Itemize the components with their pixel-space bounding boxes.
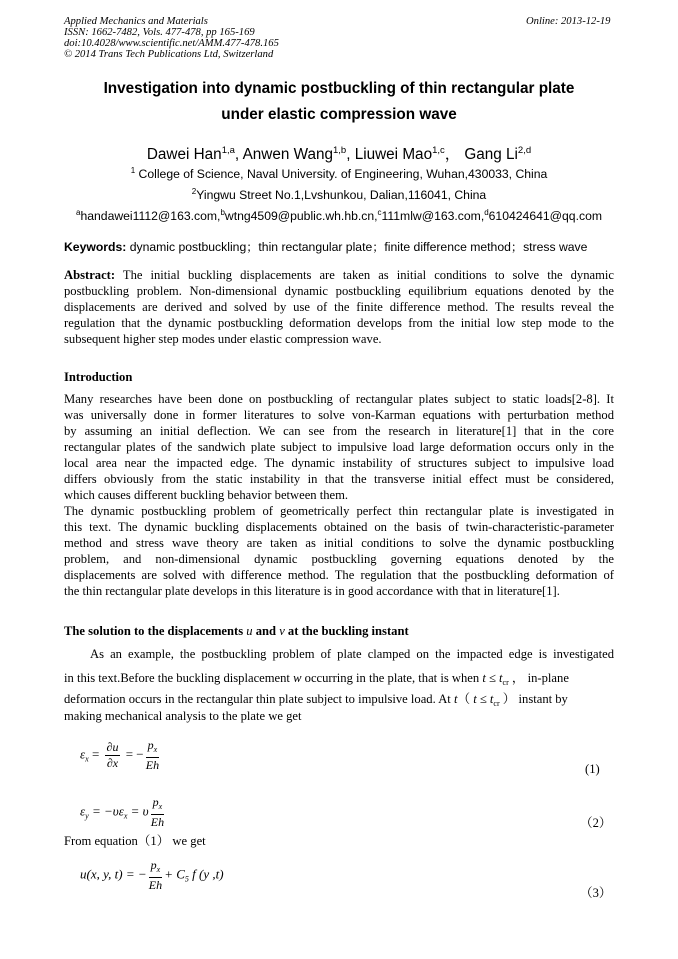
eq-symbol: ε bbox=[80, 803, 86, 819]
intro-line: this text. The dynamic buckling displacements obtained on the basis of twin-characteristic-parameter bbox=[64, 520, 614, 534]
paper-title-line-1: Investigation into dynamic postbuckling of thin rectangular plate bbox=[103, 80, 575, 97]
author-emails bbox=[0, 209, 678, 223]
email-mark: d bbox=[484, 208, 489, 217]
keywords bbox=[64, 238, 587, 255]
numerator: ∂u bbox=[106, 740, 119, 754]
subscript: cr bbox=[502, 678, 509, 687]
email-link[interactable]: handawei1112@163.com, bbox=[80, 209, 221, 223]
eq-subscript: x bbox=[123, 811, 128, 821]
online-date: Online: 2013-12-19 bbox=[526, 16, 611, 27]
denominator: ∂x bbox=[106, 756, 119, 770]
solution-line: making mechanical analysis to the plate we get bbox=[64, 709, 302, 723]
abstract-line: displacements are derived and solved by use of the finite difference method. The results reveal the bbox=[64, 300, 614, 314]
text-run: in this text.Before the buckling displacement bbox=[64, 671, 294, 685]
intro-line: The dynamic postbuckling problem of geometrically perfect thin rectangular plate is investigated in bbox=[64, 504, 614, 518]
affiliation-1 bbox=[0, 167, 678, 181]
symbol-t: t bbox=[453, 692, 458, 706]
affiliation-mark: 2 bbox=[191, 187, 197, 196]
affiliation-2 bbox=[0, 188, 678, 202]
text-run: occurring in the plate, that is when bbox=[301, 671, 483, 685]
eq-symbol: ε bbox=[80, 746, 86, 762]
equation-number-2: （2） bbox=[580, 816, 612, 830]
eq-subscript: x bbox=[158, 802, 163, 811]
eq-term: f (y ,t) bbox=[188, 866, 224, 882]
intro-line: method and stress wave theory are taken as initial conditions to solve the dynamic postbuckling bbox=[64, 536, 614, 550]
eq-subscript: x bbox=[85, 754, 89, 764]
intro-line: was universally done in former literatures to solve von-Karman equations with perturbation method bbox=[64, 408, 614, 422]
symbol-w: w bbox=[293, 671, 302, 685]
subscript: cr bbox=[493, 699, 500, 708]
eq-subscript: x bbox=[156, 865, 161, 874]
solution-line: As an example, the postbuckling problem of plate clamped on the impacted edge is investigated bbox=[90, 647, 614, 661]
eq-subscript: x bbox=[153, 745, 158, 754]
from-equation-text: From equation（1） we get bbox=[64, 834, 206, 848]
doi-line[interactable]: doi:10.4028/www.scientific.net/AMM.477-478.165 bbox=[64, 38, 279, 49]
email-mark: c bbox=[377, 208, 382, 217]
issn-line: ISSN: 1662-7482, Vols. 477-478, pp 165-169 bbox=[64, 27, 255, 38]
intro-line: Many researches have been done on postbuckling of rectangular plates subject to static loads[2-8]. It bbox=[64, 392, 614, 406]
condition: t ≤ t bbox=[482, 671, 503, 685]
solution-heading bbox=[64, 624, 409, 639]
numerator bbox=[151, 795, 165, 815]
keywords-text: dynamic postbuckling；thin rectangular plate；finite difference method；stress wave bbox=[126, 240, 588, 254]
equation-2 bbox=[80, 795, 166, 830]
symbol-v: v bbox=[279, 624, 285, 638]
abstract-line: regulation that the dynamic postbuckling deformation develops from the initial low step mode to the bbox=[64, 316, 614, 330]
eq-operator: = bbox=[88, 746, 103, 762]
intro-line: differs obviously from the static instability in that the transverse initial effect must be considered, bbox=[64, 472, 614, 486]
numerator-symbol: p bbox=[152, 795, 159, 809]
introduction-heading: Introduction bbox=[64, 370, 133, 384]
author-separator: , bbox=[234, 146, 243, 163]
eq-term: = −υε bbox=[88, 803, 124, 819]
numerator-symbol: p bbox=[147, 738, 154, 752]
intro-line: problem, and non-dimensional dynamic postbuckling governing equations denoted by the bbox=[64, 552, 614, 566]
affiliation-text: College of Science, Naval University. of Engineering, Wuhan,430033, China bbox=[138, 167, 548, 181]
paper-title-line-2: under elastic compression wave bbox=[221, 106, 457, 123]
email-link[interactable]: 610424641@qq.com bbox=[488, 209, 602, 223]
fraction bbox=[146, 738, 160, 773]
denominator: Eh bbox=[145, 758, 160, 772]
solution-line bbox=[64, 688, 568, 708]
email-mark: b bbox=[220, 208, 225, 217]
author-affiliation-mark: 1,a bbox=[221, 145, 235, 156]
symbol-u: u bbox=[246, 624, 253, 638]
abstract-text: The initial buckling displacements are taken as initial conditions to solve the dynamic bbox=[115, 268, 614, 282]
fraction bbox=[105, 740, 121, 771]
eq-subscript: 5 bbox=[184, 874, 189, 884]
email-link[interactable]: wtng4509@public.wh.hb.cn, bbox=[224, 209, 378, 223]
heading-text: and bbox=[252, 624, 280, 638]
fraction bbox=[151, 795, 165, 830]
email-mark: a bbox=[76, 208, 81, 217]
author-name: Gang Li bbox=[464, 146, 518, 163]
numerator bbox=[149, 858, 163, 878]
affiliation-mark: 1 bbox=[130, 166, 136, 175]
intro-line: which causes different buckling behavior between them. bbox=[64, 488, 349, 502]
fraction bbox=[149, 858, 163, 893]
numerator bbox=[146, 738, 160, 758]
numerator-symbol: p bbox=[150, 858, 157, 872]
intro-line: the thin rectangular plate develops in this literature is in good accordance with that in literature[1]. bbox=[64, 584, 560, 598]
eq-operator: = − bbox=[122, 746, 144, 762]
eq-term: + C bbox=[164, 866, 185, 882]
equation-number-3: （3） bbox=[580, 886, 612, 900]
author-name: Anwen Wang bbox=[242, 146, 333, 163]
text-run: （ bbox=[457, 692, 474, 706]
text-run: ） instant by bbox=[499, 692, 568, 706]
heading-text: at the buckling instant bbox=[284, 624, 409, 638]
author-affiliation-mark: 1,c bbox=[432, 145, 445, 156]
affiliation-text: Yingwu Street No.1,Lvshunkou, Dalian,116041, China bbox=[196, 188, 487, 202]
keywords-label: Keywords: bbox=[64, 240, 127, 254]
equation-3 bbox=[80, 858, 224, 893]
text-run: deformation occurs in the rectangular thin plate subject to impulsive load. At bbox=[64, 692, 454, 706]
author-affiliation-mark: 2,d bbox=[517, 145, 532, 156]
author-list bbox=[0, 142, 678, 164]
text-run: ， in-plane bbox=[508, 671, 569, 685]
author-name: Liuwei Mao bbox=[354, 146, 433, 163]
copyright-line: © 2014 Trans Tech Publications Ltd, Switzerland bbox=[64, 49, 274, 60]
intro-line: rectangular plates of the sandwich plate subject to impulsive load large deformation occurs only in the bbox=[64, 440, 614, 454]
author-separator: , bbox=[346, 146, 355, 163]
abstract-line bbox=[64, 268, 614, 283]
abstract-line: subsequent higher step modes under elastic compression wave. bbox=[64, 332, 382, 346]
denominator: Eh bbox=[148, 878, 163, 892]
journal-name: Applied Mechanics and Materials bbox=[64, 16, 208, 27]
equation-1 bbox=[80, 738, 161, 773]
abstract-line: postbuckling problem. Non-dimensional dynamic postbuckling equilibrium equations denoted by the bbox=[64, 284, 614, 298]
eq-term: u(x, y, t) = − bbox=[80, 866, 147, 882]
intro-line: by assuming an initial deflection. We can see from the research in literature[1] that in the core bbox=[64, 424, 614, 438]
author-separator: ， bbox=[444, 146, 465, 163]
denominator: Eh bbox=[150, 815, 165, 829]
solution-line bbox=[64, 667, 569, 687]
abstract-label: Abstract: bbox=[64, 268, 116, 282]
intro-line: displacements are solved with difference method. The regulation that the postbuckling deformation of bbox=[64, 568, 614, 582]
intro-line: local area near the impacted edge. The dynamic instability of structures subject to impulsive load bbox=[64, 456, 614, 470]
condition: t ≤ t bbox=[473, 692, 494, 706]
heading-text: The solution to the displacements bbox=[64, 624, 247, 638]
email-link[interactable]: 111mlw@163.com, bbox=[381, 209, 485, 223]
equation-number-1: (1) bbox=[585, 762, 600, 776]
author-name: Dawei Han bbox=[146, 146, 222, 163]
author-affiliation-mark: 1,b bbox=[332, 145, 347, 156]
eq-subscript: y bbox=[85, 811, 89, 821]
eq-term: = υ bbox=[127, 803, 149, 819]
